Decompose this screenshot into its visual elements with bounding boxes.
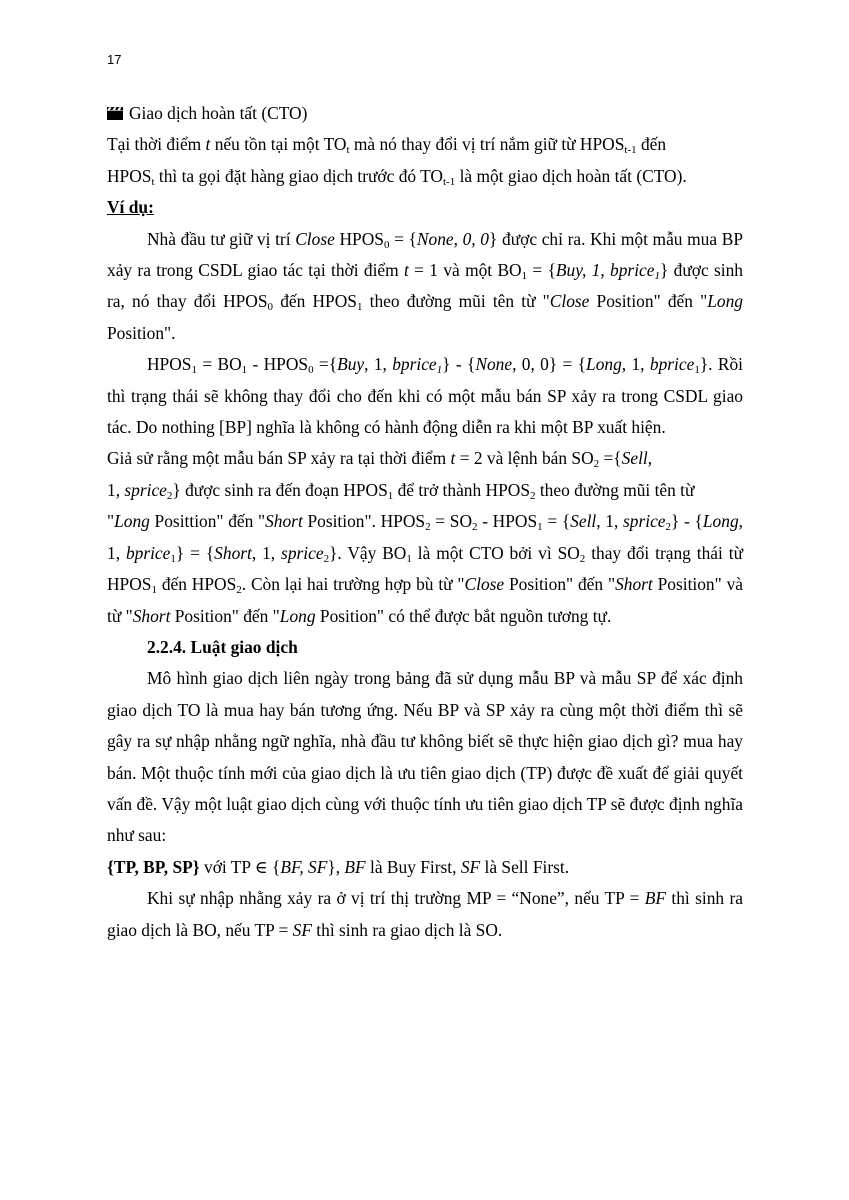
example-paragraph-2: $HPOS_1 = BO_1$ - $HPOS_0 =\{Buy$, 1, bprice$_1$} - {None, 0, 0} = {Long, 1, bprice$_1$}. Rồi thì trạng thái sẽ không thay đổi cho đến khi có một mẫu bán SP xảy ra trong CSDL giao tác. Do nothing [BP] nghĩa là không có hành động diễn ra khi một BP xuất hiện. [107,354,743,438]
page-number: 17 [107,52,122,67]
example-paragraph-3-line-1: Giả sử rằng một mẫu bán SP xảy ra tại thời điểm t = 2 và lệnh bán $SO_2$ ={Sell, [107,448,653,471]
rules-paragraph-2: Khi sự nhập nhằng xảy ra ở vị trí thị trường MP = “None”, nếu TP = BF thì sinh ra giao dịch là BO, nếu TP = SF thì sinh ra giao dịch là SO. [107,888,743,940]
cto-definition: Tại thời điểm t nếu tồn tại một $TO_t$ mà nó thay đổi vị trí nắm giữ từ $HPOS_{t-1}$ đến $HPOS_t$ thì ta gọi đặt hàng giao dịch trước đó $TO_{t-1}$ là một giao dịch hoàn tất (CTO). [107,134,687,188]
example-paragraph-1: Nhà đầu tư giữ vị trí Close $HPOS_0$ = {None, 0, 0} được chỉ ra. Khi một mẫu mua BP xảy ra trong CSDL giao tác tại thời điểm t = 1 và một $BO_1 = \{Buy$, 1, bprice$_1$} được sinh ra, nó thay đổi $HPOS_0$ đến $HPOS_1$ theo đường mũi tên từ "Close Position" đến "Long Position". [107,228,744,343]
rule-definition: {TP, BP, SP} với TP ∈ {BF, SF}, BF là Buy First, SF là Sell First. [107,856,570,877]
cto-title-text: Giao dịch hoàn tất (CTO) [129,103,308,123]
rules-paragraph-1: Mô hình giao dịch liên ngày trong bảng đã sử dụng mẫu BP và mẫu SP để xác định giao dịch TO là mua hay bán tương ứng. Nếu BP và SP xảy ra cùng một thời điểm thì sẽ gây ra sự nhập nhằng ngữ nghĩa, nhà đầu tư không biết sẽ thực hiện giao dịch gì? mua hay bán. Một thuộc tính mới của giao dịch là ưu tiên giao dịch (TP) được đề xuất để giải quyết vấn đề. Vậy một luật giao dịch cùng với thuộc tính ưu tiên giao dịch TP sẽ được định nghĩa như sau: [107,668,743,846]
page-body [107,98,743,946]
example-label: Ví dụ: [107,197,154,218]
example-paragraph-3-rest: "Long Posittion" đến "Short Position". $HPOS_2 = SO_2$ - $HPOS_1$ = {Sell, 1, sprice$_2$} - {Long, 1, bprice$_1$} = {Short, 1, sprice$_2$}. Vậy $BO_1$ là một CTO bởi vì $SO_2$ thay đổi trạng thái từ $HPOS_1$ đến $HPOS_2$. Còn lại hai trường hợp bù từ "Close Position" đến "Short Position" và từ "Short Position" đến "Long Position" có thể được bắt nguồn tương tự. [107,511,744,626]
example-paragraph-3-line-2: 1, sprice$_2$} được sinh ra đến đoạn $HPOS_1$ để trở thành $HPOS_2$ theo đường mũi tên từ [107,479,695,502]
clapperboard-icon [107,107,123,120]
section-heading-2-2-4: 2.2.4. Luật giao dịch [147,636,298,657]
cto-section-title [107,98,743,129]
